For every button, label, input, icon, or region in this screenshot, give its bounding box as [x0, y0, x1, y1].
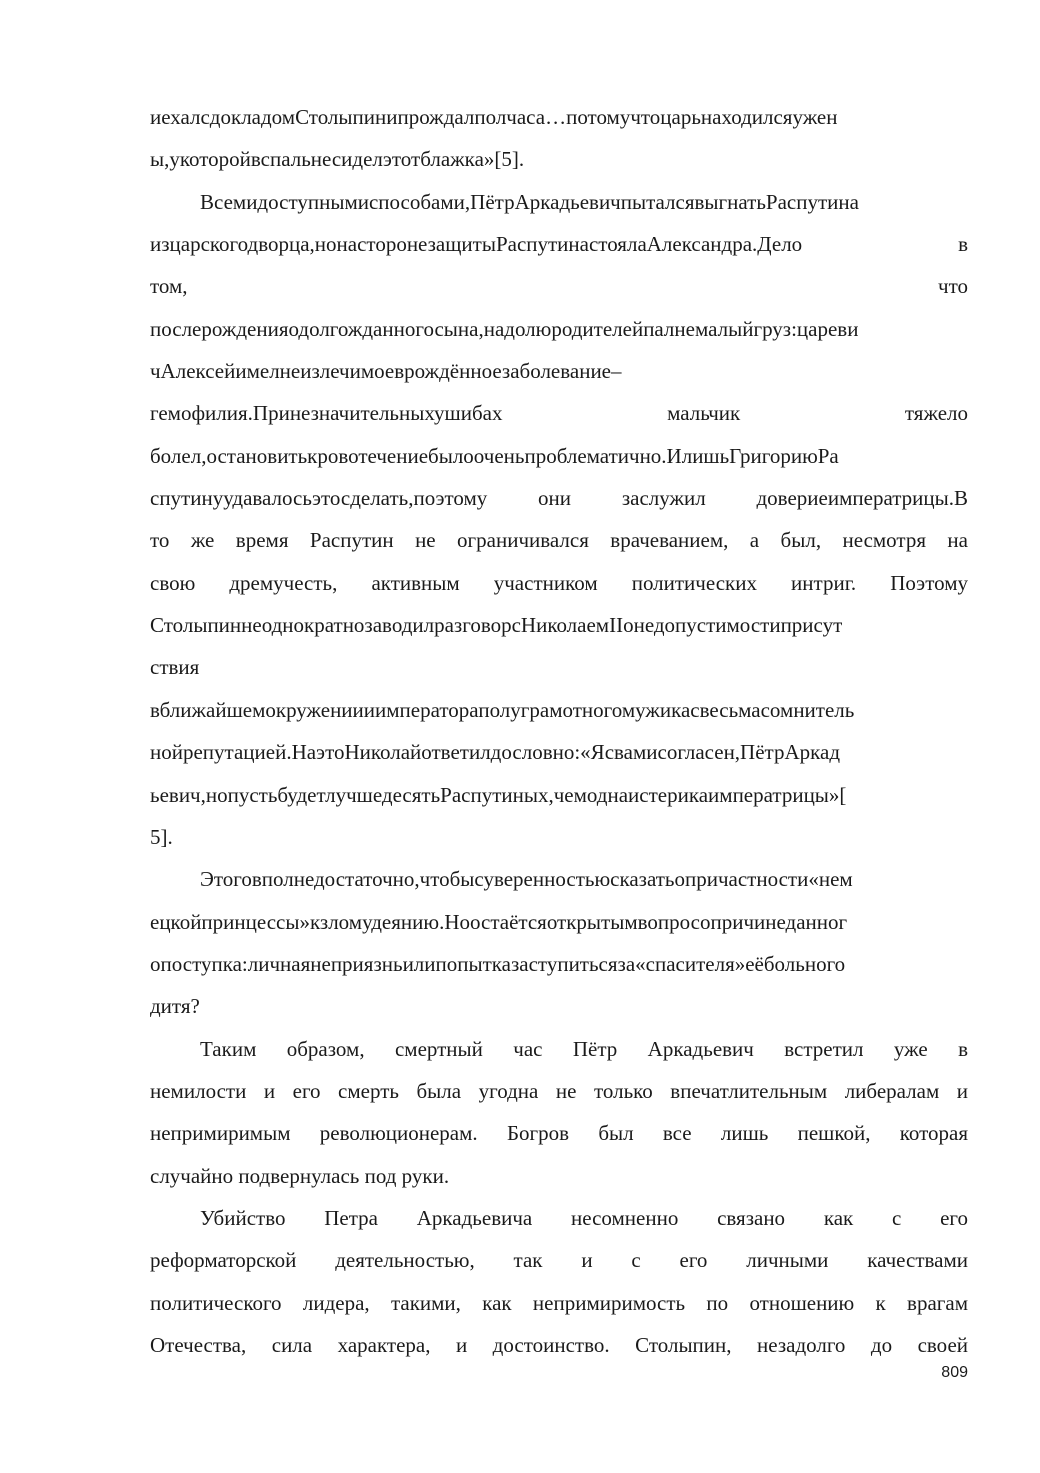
page-number: 809	[941, 1364, 968, 1381]
text-line: немилости и его смерть была угодна не только впечатлительным либералам и	[150, 1078, 968, 1103]
text-line: ствия	[150, 655, 200, 680]
text-line: СтолыпиннеоднократнозаводилразговорсНиколаемIIонедопустимостиприсут	[150, 613, 843, 638]
text-line: вближайшемокружениииимператораполуграмотногомужикасвесьмасомнитель	[150, 697, 855, 722]
text-line: нойрепутацией.НаэтоНиколайответилдословно:«Ясвамисогласен,ПётрАркад	[150, 740, 841, 765]
text-line: дитя?	[150, 994, 200, 1019]
text-line: ы,укоторойвспальнесиделэтотблажка»[5].	[150, 147, 525, 172]
text-line: то же время Распутин не ограничивался врачеванием, а был, несмотря на	[150, 528, 968, 553]
text-line: Отечества, сила характера, и достоинство. Столыпин, незадолго до своей	[150, 1332, 968, 1357]
text-line: ьевич,нопустьбудетлучшедесятьРаспутиных,чемоднаистерикаимператрицы»[	[150, 782, 847, 807]
text-line: изцарскогодворца,нонасторонезащитыРаспутинастоялаАлександра.Дело в	[150, 232, 968, 257]
text-line: непримиримым революционерам. Богров был все лишь пешкой, которая	[150, 1121, 968, 1146]
text-line: опоступка:личнаянеприязньилипопытказаступитьсяза«спасителя»еёбольного	[150, 951, 846, 976]
text-line: чАлексейимелнеизлечимоеврождённоезаболевание–	[150, 359, 622, 384]
document-body	[150, 96, 968, 1366]
text-line: том, что	[150, 274, 968, 299]
text-line: реформаторской деятельностью, так и с его личными качествами	[150, 1248, 968, 1273]
text-line: ецкойпринцессы»кзломудеянию.Ноостаётсяоткрытымвопросопричинеданног	[150, 909, 848, 934]
text-line: послерожденияодолгожданногосына,надолюродителейпалнемалыйгруз:цареви	[150, 316, 859, 341]
text-line: случайно подвернулась под руки.	[150, 1163, 450, 1188]
paragraph-start-line: Убийство Петра Аркадьевича несомненно связано как с его	[200, 1205, 968, 1230]
text-line: спутинуудавалосьэтосделать,поэтому они заслужил довериеимператрицы.В	[150, 486, 968, 511]
text-line: болел,остановитькровотечениебылооченьпроблематично.ИлишьГригориюРа	[150, 443, 839, 468]
text-line: иехалсдокладомСтолыпинипрождалполчаса…потомучтоцарьнаходилсяужен	[150, 105, 838, 129]
text-line: 5].	[150, 824, 173, 849]
paragraph-start-line: Таким образом, смертный час Пётр Аркадьевич встретил уже в	[200, 1036, 968, 1061]
paragraph-start-line: Всемидоступнымиспособами,ПётрАркадьевичпыталсявыгнатьРаспутина	[200, 189, 859, 214]
text-line: политического лидера, такими, как непримиримость по отношению к врагам	[150, 1290, 968, 1315]
text-line: гемофилия.Принезначительныхушибах мальчик тяжело	[150, 401, 968, 426]
paragraph-start-line: Этоговполнедостаточно,чтобысуверенностьюсказатьопричастности«нем	[200, 867, 853, 892]
text-line: свою дремучесть, активным участником политических интриг. Поэтому	[150, 570, 968, 595]
